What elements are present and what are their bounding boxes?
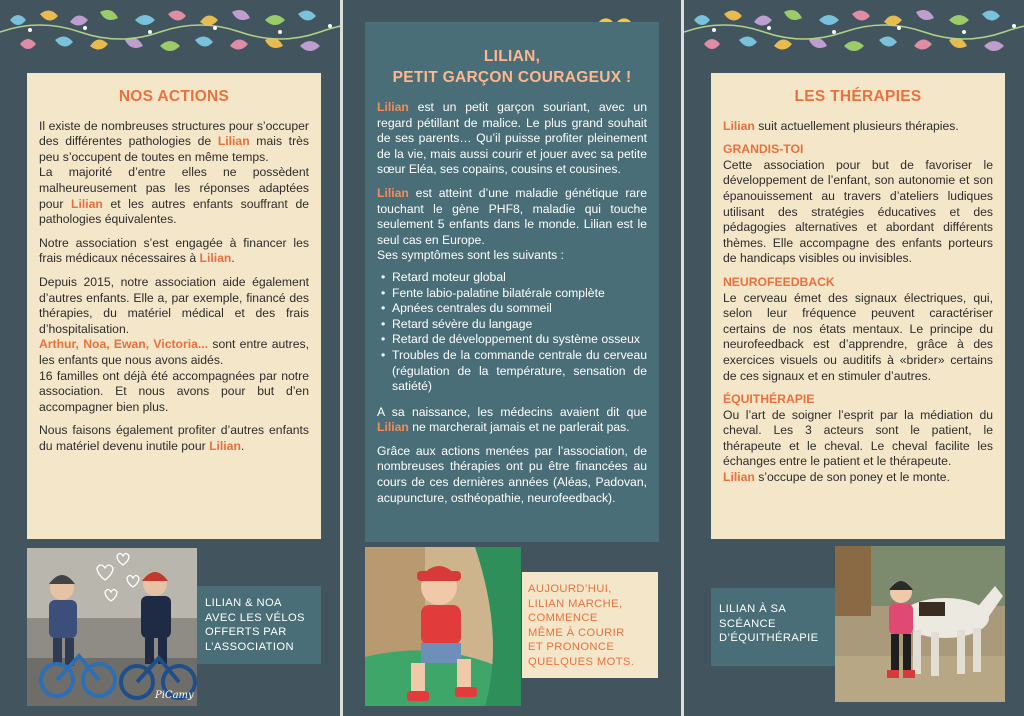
section-title-neurofeedback: NEUROFEEDBACK: [723, 274, 835, 289]
paragraph: Lilian s’occupe de son poney et le monte.: [723, 470, 950, 485]
paragraph: Arthur, Noa, Ewan, Victoria... sont entre autres, les enfants que nous avons aidés.: [39, 337, 309, 367]
photo-lilian-horse: [835, 546, 1005, 702]
paragraph: Depuis 2015, notre association aide également d’autres enfants. Elle a, par exemple, financé des thérapies, du matériel médical et des frais d’hospitalisation.: [39, 274, 309, 336]
caption-lilian-noa: LILIAN & NOA AVEC LES VÉLOS OFFERTS PAR L’ASSOCIATION: [197, 586, 321, 664]
symptom-list: [381, 270, 647, 395]
lilian-card: [365, 22, 659, 542]
panel-nos-actions: [0, 0, 340, 716]
paragraph: A sa naissance, les médecins avaient dit que Lilian ne marcherait jamais et ne parlerait pas.: [377, 404, 647, 435]
list-item: • Retard de développement du système osseux: [381, 332, 647, 348]
name-highlight: Lilian: [377, 420, 409, 435]
paragraph: Cette association pour but de favoriser le développement de l’enfant, son autonomie et son épanouissement au travers d’ateliers ludiques utilisant des stratégies éducatives et des pédagogies alternatives et abordant différents thèmes. Elle accompagne des enfants porteurs de handicaps visibles ou invisibles.: [723, 157, 993, 266]
name-highlight: Lilian: [209, 438, 241, 453]
list-item: • Apnées centrales du sommeil: [381, 301, 647, 317]
paragraph: Lilian suit actuellement plusieurs thérapies.: [723, 118, 959, 133]
floral-border-icon: [684, 0, 1024, 60]
paragraph: Ses symptômes sont les suivants :: [377, 248, 564, 263]
paragraph: Le cerveau émet des signaux électriques, qui, selon leur fréquence peuvent caractériser certains de nos états mentaux. Le principe du neurofeedback est d’apprendre, grâce à des exercices visuels ou auditifs à «brider» certains de ces signaux et en stimuler d’autres.: [723, 290, 993, 383]
lilian-title: LILIAN, PETIT GARÇON COURAGEUX !: [392, 48, 632, 86]
paragraph: Lilian est un petit garçon souriant, avec un regard pétillant de malice. Le plus grand souhait de ses parents… Qu’il puisse profiter pleinement de la vie, mais aussi courir et jouer avec sa petite sœur Eléa, ses copains, cousins et cousines.: [377, 100, 647, 177]
name-highlight: Lilian: [377, 185, 409, 200]
paragraph: Grâce aux actions menées par l’association, de nombreuses thérapies ont pu être financées au cours de ces dernières années (Aléas, Padovan, acupuncture, osthéopathie, neurofeedback).: [377, 443, 647, 505]
section-title-equitherapie: ÉQUITHÉRAPIE: [723, 392, 815, 407]
name-highlight: Lilian: [723, 118, 755, 133]
floral-border-icon: [0, 0, 340, 60]
name-highlight: Lilian: [199, 251, 232, 266]
photo-lilian-slide: [365, 547, 521, 706]
name-highlight: Lilian: [723, 470, 755, 485]
paragraph: Nous faisons également profiter d’autres enfants du matériel devenu inutile pour Lilian.: [39, 423, 309, 453]
nos-actions-card: [27, 73, 321, 539]
caption-equitherapie: LILIAN À SA SCÉANCE D’ÉQUITHÉRAPIE: [711, 588, 835, 666]
paragraph: Lilian est atteint d’une maladie génétique rare touchant le gène PHF8, maladie qui touche seulement 5 enfants dans le monde. Lilian est le seul cas en Europe.: [377, 185, 647, 247]
name-highlight: Lilian: [217, 134, 250, 149]
photo-lilian-noa-bikes: [27, 548, 197, 706]
therapies-title: LES THÉRAPIES: [794, 88, 922, 105]
paragraph: Il existe de nombreuses structures pour s’occuper des différentes pathologies de Lilian mais très peu s’occupent de toutes en même temps.: [39, 118, 309, 164]
list-item: • Retard sévère du langage: [381, 317, 647, 333]
children-names: Arthur, Noa, Ewan, Victoria...: [39, 337, 209, 352]
caption-aujourdhui: AUJOURD’HUI, LILIAN MARCHE, COMMENCE MÊME À COURIR ET PRONONCE QUELQUES MOTS.: [522, 572, 658, 678]
paragraph: 16 familles ont déjà été accompagnées par notre association. Et nous avons pour but d’en accompagner bien plus.: [39, 368, 309, 414]
section-title-grandis-toi: GRANDIS-TOI: [723, 142, 804, 157]
paragraph: Ou l’art de soigner l’esprit par la médiation du cheval. Les 3 acteurs sont le patient, le thérapeute et le cheval. Le cheval facilite les échanges entre le patient et le thérapeute.: [723, 407, 993, 469]
list-item: • Fente labio-palatine bilatérale complète: [381, 286, 647, 302]
paragraph: La majorité d’entre elles ne possèdent malheureusement pas les réponses adaptées pour Lilian et les autres enfants souffrant de pathologies équivalentes.: [39, 165, 310, 227]
name-highlight: Lilian: [71, 196, 103, 211]
name-highlight: Lilian: [377, 100, 409, 114]
paragraph: Notre association s’est engagée à financer les frais médicaux nécessaires à Lilian.: [39, 235, 309, 266]
nos-actions-title: NOS ACTIONS: [118, 88, 230, 105]
photo-signature: PiCamy: [155, 690, 194, 701]
list-item: • Troubles de la commande centrale du cerveau (régulation de la température, sensation de satiété): [381, 348, 647, 395]
therapies-card: [711, 73, 1005, 539]
panel-therapies: [684, 0, 1024, 716]
panel-lilian: [343, 0, 681, 716]
list-item: • Retard moteur global: [381, 270, 647, 286]
